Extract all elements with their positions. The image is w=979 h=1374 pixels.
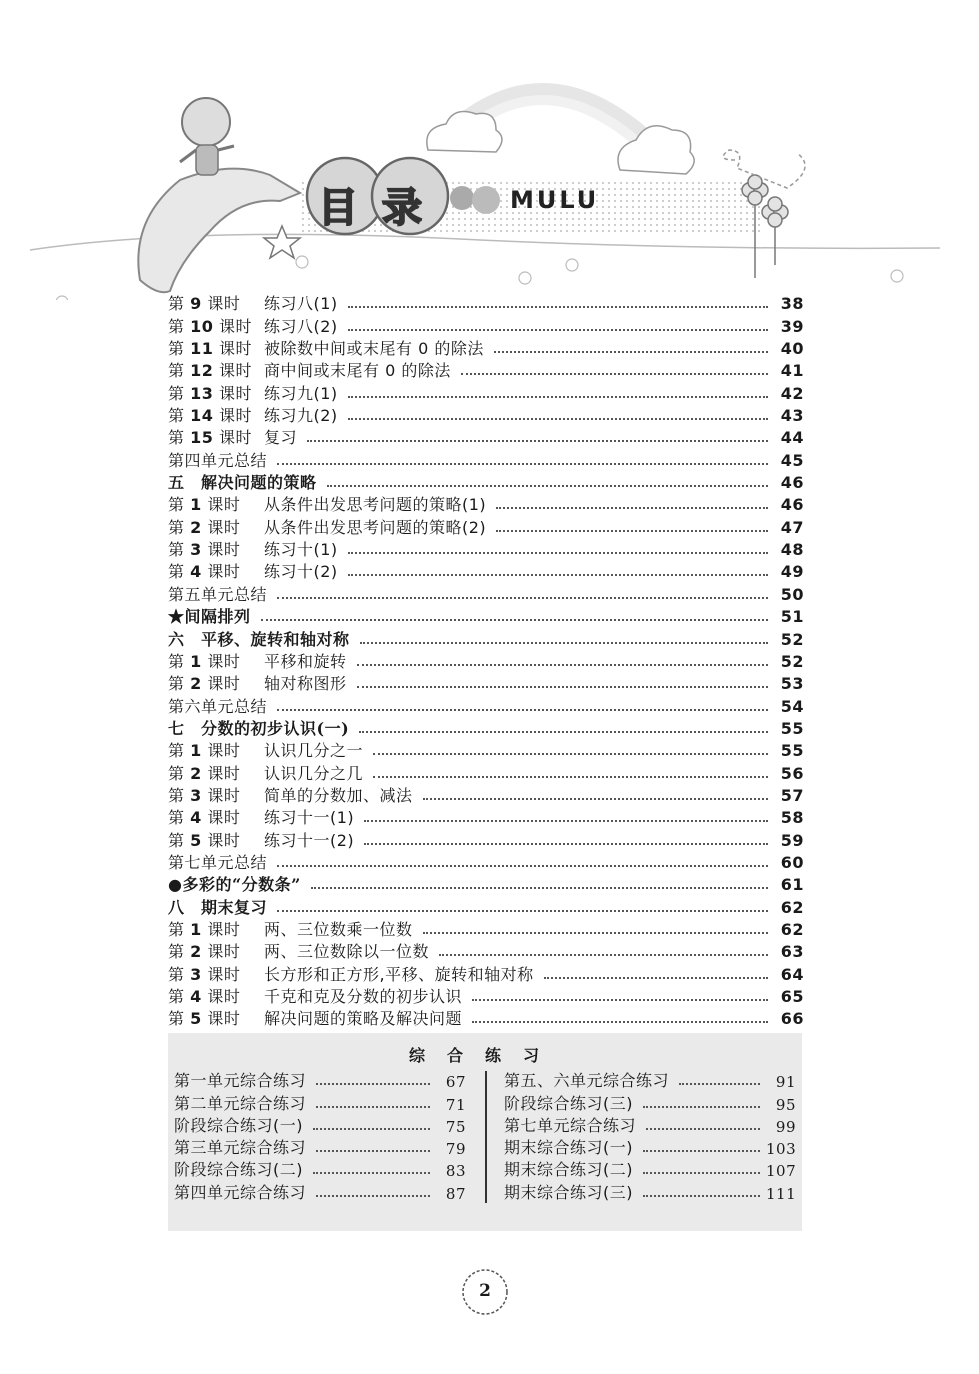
- lesson-title: 认识几分之一: [264, 741, 364, 761]
- toc-entry: [168, 448, 804, 470]
- dot-leader: [423, 797, 768, 800]
- dot-leader: [643, 1195, 760, 1197]
- page-ref: 91: [775, 1073, 796, 1092]
- page-ref: 48: [780, 540, 804, 560]
- lesson-number: 第 9 课时: [168, 294, 241, 314]
- page-ref: 56: [780, 763, 804, 783]
- page-subtitle: MULU: [510, 186, 600, 214]
- toc-entry: [168, 784, 804, 806]
- lesson-title: 两、三位数除以一位数: [264, 942, 430, 962]
- lesson-number: 第 1 课时: [168, 741, 241, 761]
- header-illustration: [0, 0, 979, 300]
- dot-leader: [348, 328, 768, 331]
- toc-entry-label: 七 分数的初步认识(一): [168, 718, 350, 738]
- toc-entry: [168, 873, 804, 895]
- toc-entry-label: [168, 339, 484, 359]
- dot-leader: [643, 1106, 760, 1108]
- dot-leader: [472, 998, 768, 1001]
- lesson-number: 第 1 课时: [168, 919, 241, 939]
- page-ref: 52: [780, 629, 804, 649]
- lesson-title: 从条件出发思考问题的策略(2): [264, 517, 487, 537]
- practice-entry-title: 期末综合练习(一): [504, 1138, 633, 1158]
- toc-entry-label: [168, 562, 338, 582]
- lesson-title: 复习: [264, 428, 298, 448]
- dot-leader: [643, 1172, 760, 1174]
- practice-entry: [504, 1091, 796, 1113]
- toc-entry: [168, 851, 804, 873]
- dot-leader: [373, 752, 768, 755]
- lesson-title: 练习十(2): [264, 562, 338, 582]
- toc-entry: [168, 292, 804, 314]
- page-ref: 58: [780, 808, 804, 828]
- toc-entry: [168, 985, 804, 1007]
- dot-leader: [357, 663, 768, 666]
- toc-entry: [168, 761, 804, 783]
- page-ref: 53: [780, 674, 804, 694]
- dot-leader: [313, 1128, 430, 1130]
- page-ref: 42: [780, 383, 804, 403]
- lesson-title: 商中间或末尾有 0 的除法: [264, 361, 451, 381]
- page-ref: 64: [780, 964, 804, 984]
- practice-entry: [174, 1091, 466, 1113]
- toc-entry: [168, 426, 804, 448]
- page-ref: 103: [766, 1140, 797, 1159]
- dot-leader: [316, 1195, 430, 1197]
- dot-leader: [364, 819, 768, 822]
- toc-entry-label: 第四单元总结: [168, 450, 268, 470]
- dot-leader: [316, 1150, 430, 1152]
- toc-entry-label: [168, 674, 347, 694]
- star-icon: [264, 226, 300, 258]
- practice-left-column: [174, 1069, 466, 1203]
- toc-entry: [168, 471, 804, 493]
- toc-entry-label: [168, 361, 451, 381]
- lesson-title: 练习十一(1): [264, 808, 355, 828]
- lesson-number: 第 10 课时: [168, 316, 252, 336]
- lesson-number: 第 2 课时: [168, 942, 241, 962]
- page-ref: 54: [780, 696, 804, 716]
- lesson-number: 第 4 课时: [168, 808, 241, 828]
- page-ref: 55: [780, 718, 804, 738]
- dot-leader: [307, 439, 768, 442]
- lesson-number: 第 14 课时: [168, 406, 252, 426]
- lesson-title: 平移和旋转: [264, 651, 347, 671]
- page-ref: 62: [780, 919, 804, 939]
- toc-entry-label: [168, 428, 297, 448]
- page-ref: 47: [780, 517, 804, 537]
- dolphin-icon: [138, 169, 300, 293]
- lesson-title: 练习十(1): [264, 540, 338, 560]
- toc-entry: [168, 627, 804, 649]
- page-ref: 75: [445, 1117, 466, 1136]
- dot-leader: [348, 305, 768, 308]
- toc-entry-label: 六 平移、旋转和轴对称: [168, 629, 350, 649]
- toc-entry-label: [168, 652, 347, 672]
- toc-entry-label: [168, 540, 338, 560]
- practice-entry-title: 期末综合练习(三): [504, 1182, 633, 1202]
- practice-entry-title: 第四单元综合练习: [174, 1182, 307, 1202]
- lesson-number: 第 1 课时: [168, 495, 241, 515]
- page-ref: 99: [775, 1117, 796, 1136]
- page-ref: 95: [775, 1095, 796, 1114]
- dot-leader: [472, 1020, 768, 1023]
- dot-leader: [646, 1128, 760, 1130]
- dot-leader: [348, 417, 768, 420]
- lesson-number: 第 13 课时: [168, 383, 252, 403]
- page-ref: 83: [445, 1162, 466, 1181]
- table-of-contents: [168, 292, 804, 1029]
- dot-leader: [277, 909, 768, 912]
- toc-entry: [168, 314, 804, 336]
- toc-entry-label: [168, 1009, 462, 1029]
- page-ref: 65: [780, 987, 804, 1006]
- practice-entry: [504, 1180, 796, 1202]
- lesson-title: 从条件出发思考问题的策略(1): [264, 495, 487, 515]
- lesson-number: 第 12 课时: [168, 361, 252, 381]
- dot-leader: [360, 641, 768, 644]
- dot-leader: [316, 1106, 430, 1108]
- practice-entry-title: 第五、六单元综合练习: [504, 1071, 670, 1091]
- page-ref: 46: [780, 473, 804, 493]
- dot-leader: [348, 551, 768, 554]
- toc-entry: [168, 828, 804, 850]
- cloud-icon: [427, 112, 694, 174]
- lesson-title: 轴对称图形: [264, 674, 347, 694]
- lesson-title: 练习十一(2): [264, 830, 355, 850]
- toc-entry-label: [168, 808, 354, 828]
- lesson-title: 被除数中间或末尾有 0 的除法: [264, 339, 484, 359]
- lesson-number: 第 4 课时: [168, 987, 241, 1006]
- practice-entry: [504, 1114, 796, 1136]
- dot-leader: [364, 842, 768, 845]
- lesson-number: 第 3 课时: [168, 540, 241, 560]
- lesson-number: 第 11 课时: [168, 339, 252, 359]
- dot-leader: [261, 618, 768, 621]
- page-ref: 50: [780, 584, 804, 604]
- page-ref: 38: [780, 294, 804, 314]
- dot-leader: [277, 708, 768, 711]
- toc-entry-label: [168, 294, 338, 314]
- page-ref: 57: [780, 785, 804, 805]
- toc-entry-label: 八 期末复习: [168, 897, 268, 917]
- page-ref: 44: [780, 428, 804, 448]
- lesson-title: 千克和克及分数的初步认识: [264, 987, 463, 1006]
- practice-entry: [504, 1069, 796, 1091]
- toc-entry-label: [168, 741, 363, 761]
- practice-entry-title: 第七单元综合练习: [504, 1115, 637, 1135]
- toc-entry: [168, 538, 804, 560]
- toc-entry: [168, 560, 804, 582]
- practice-entry-title: 阶段综合练习(三): [504, 1093, 633, 1113]
- practice-entry: [504, 1136, 796, 1158]
- dot-leader: [461, 372, 768, 375]
- dot-leader: [348, 573, 768, 576]
- toc-entry-label: [168, 317, 338, 337]
- toc-entry: [168, 918, 804, 940]
- toc-entry-label: 第七单元总结: [168, 852, 268, 872]
- dot-leader: [311, 886, 768, 889]
- lesson-number: 第 5 课时: [168, 1009, 241, 1029]
- dot-leader: [313, 1172, 430, 1174]
- practice-entry: [174, 1158, 466, 1180]
- practice-entry: [504, 1158, 796, 1180]
- page-ref: 60: [780, 852, 804, 872]
- toc-entry-label: 五 解决问题的策略: [168, 473, 317, 493]
- page-ref: 67: [445, 1073, 466, 1092]
- page-ref: 107: [766, 1162, 797, 1181]
- lesson-title: 两、三位数乘一位数: [264, 919, 413, 939]
- lesson-number: 第 4 课时: [168, 562, 241, 582]
- page-ref: 49: [780, 562, 804, 582]
- practice-entry-title: 阶段综合练习(二): [174, 1160, 303, 1180]
- dot-leader: [496, 529, 768, 532]
- dot-leader: [357, 685, 768, 688]
- toc-entry: [168, 717, 804, 739]
- page-ref: 61: [780, 875, 804, 895]
- lesson-number: 第 2 课时: [168, 763, 241, 783]
- practice-entry-title: 阶段综合练习(一): [174, 1115, 303, 1135]
- dot-leader: [494, 350, 768, 353]
- lesson-number: 第 15 课时: [168, 428, 252, 448]
- page-ref: 55: [780, 741, 804, 761]
- page-ref: 66: [780, 1009, 804, 1029]
- dot-leader: [544, 976, 768, 979]
- column-divider: [485, 1071, 487, 1203]
- page-ref: 71: [445, 1095, 466, 1114]
- dot-leader: [348, 395, 768, 398]
- lesson-title: 练习八(2): [264, 316, 338, 336]
- toc-entry-label: 第五单元总结: [168, 584, 268, 604]
- toc-entry-label: 第六单元总结: [168, 696, 268, 716]
- lesson-title: 练习九(1): [264, 383, 338, 403]
- toc-entry-label: [168, 987, 462, 1007]
- toc-entry-label: [168, 920, 413, 940]
- toc-entry-label: [168, 942, 429, 962]
- toc-entry: [168, 381, 804, 403]
- dot-leader: [277, 596, 768, 599]
- lesson-number: 第 3 课时: [168, 785, 241, 805]
- toc-entry-label: [168, 786, 413, 806]
- practice-entry-title: 第一单元综合练习: [174, 1071, 307, 1091]
- dot-leader: [679, 1083, 760, 1085]
- toc-entry-label: [168, 831, 354, 851]
- dot-leader: [423, 931, 768, 934]
- dot-leader: [496, 506, 768, 509]
- page-ref: 62: [780, 897, 804, 917]
- lesson-number: 第 1 课时: [168, 651, 241, 671]
- lesson-title: 简单的分数加、减法: [264, 785, 413, 805]
- dot-leader: [327, 484, 768, 487]
- lesson-title: 解决问题的策略及解决问题: [264, 1009, 463, 1029]
- page-ref: 40: [780, 339, 804, 359]
- page-ref: 39: [780, 316, 804, 336]
- toc-entry-label: ★间隔排列: [168, 607, 251, 627]
- toc-entry: [168, 515, 804, 537]
- page-ref: 63: [780, 942, 804, 962]
- lesson-number: 第 2 课时: [168, 517, 241, 537]
- lesson-title: 练习八(1): [264, 294, 338, 314]
- page-ref: 46: [780, 495, 804, 515]
- toc-entry: [168, 1007, 804, 1029]
- lesson-number: 第 2 课时: [168, 674, 241, 694]
- page-ref: 59: [780, 830, 804, 850]
- practice-entry: [174, 1180, 466, 1202]
- toc-entry-label: [168, 764, 363, 784]
- lesson-title: 认识几分之几: [264, 763, 364, 783]
- toc-entry: [168, 806, 804, 828]
- dot-leader: [359, 730, 768, 733]
- lesson-title: 长方形和正方形,平移、旋转和轴对称: [264, 964, 534, 984]
- toc-entry-label: [168, 384, 338, 404]
- page-ref: 111: [766, 1184, 797, 1203]
- dot-leader: [643, 1150, 760, 1152]
- toc-entry-label: [168, 518, 486, 538]
- page-ref: 43: [780, 406, 804, 426]
- toc-entry: [168, 404, 804, 426]
- toc-entry: [168, 739, 804, 761]
- page-ref: 51: [780, 607, 804, 627]
- toc-entry: [168, 605, 804, 627]
- toc-entry: [168, 650, 804, 672]
- practice-entry-title: 第二单元综合练习: [174, 1093, 307, 1113]
- practice-right-column: [504, 1069, 796, 1203]
- toc-entry: [168, 582, 804, 604]
- dot-leader: [316, 1083, 430, 1085]
- girl-icon: [180, 98, 234, 175]
- lesson-title: 练习九(2): [264, 406, 338, 426]
- toc-entry: [168, 962, 804, 984]
- toc-entry-label: [168, 406, 338, 426]
- dot-leader: [373, 775, 768, 778]
- practice-entry: [174, 1136, 466, 1158]
- toc-entry: [168, 493, 804, 515]
- practice-entry: [174, 1114, 466, 1136]
- dot-leader: [439, 953, 768, 956]
- lesson-number: 第 5 课时: [168, 830, 241, 850]
- lesson-number: 第 3 课时: [168, 964, 241, 984]
- page-ref: 79: [445, 1140, 466, 1159]
- practice-title: 综合练习: [408, 1046, 561, 1065]
- practice-entry: [174, 1069, 466, 1091]
- practice-entry-title: 期末综合练习(二): [504, 1160, 633, 1180]
- dot-leader: [277, 864, 768, 867]
- page-number: [459, 1266, 511, 1318]
- toc-entry: [168, 337, 804, 359]
- page-number-text: 2: [479, 1281, 491, 1301]
- toc-entry-label: [168, 965, 534, 985]
- toc-entry: [168, 940, 804, 962]
- dot-leader: [277, 462, 768, 465]
- page-title: 目录: [318, 185, 446, 231]
- toc-entry: [168, 672, 804, 694]
- page-ref: 41: [780, 361, 804, 381]
- toc-entry: [168, 895, 804, 917]
- page-ref: 45: [780, 450, 804, 470]
- toc-entry: [168, 359, 804, 381]
- toc-entry: [168, 694, 804, 716]
- toc-entry-label: [168, 495, 486, 515]
- toc-entry-label: ●多彩的“分数条”: [168, 875, 301, 895]
- page-ref: 52: [780, 651, 804, 671]
- practice-entry-title: 第三单元综合练习: [174, 1138, 307, 1158]
- page-ref: 87: [445, 1184, 466, 1203]
- practice-section: [168, 1033, 802, 1231]
